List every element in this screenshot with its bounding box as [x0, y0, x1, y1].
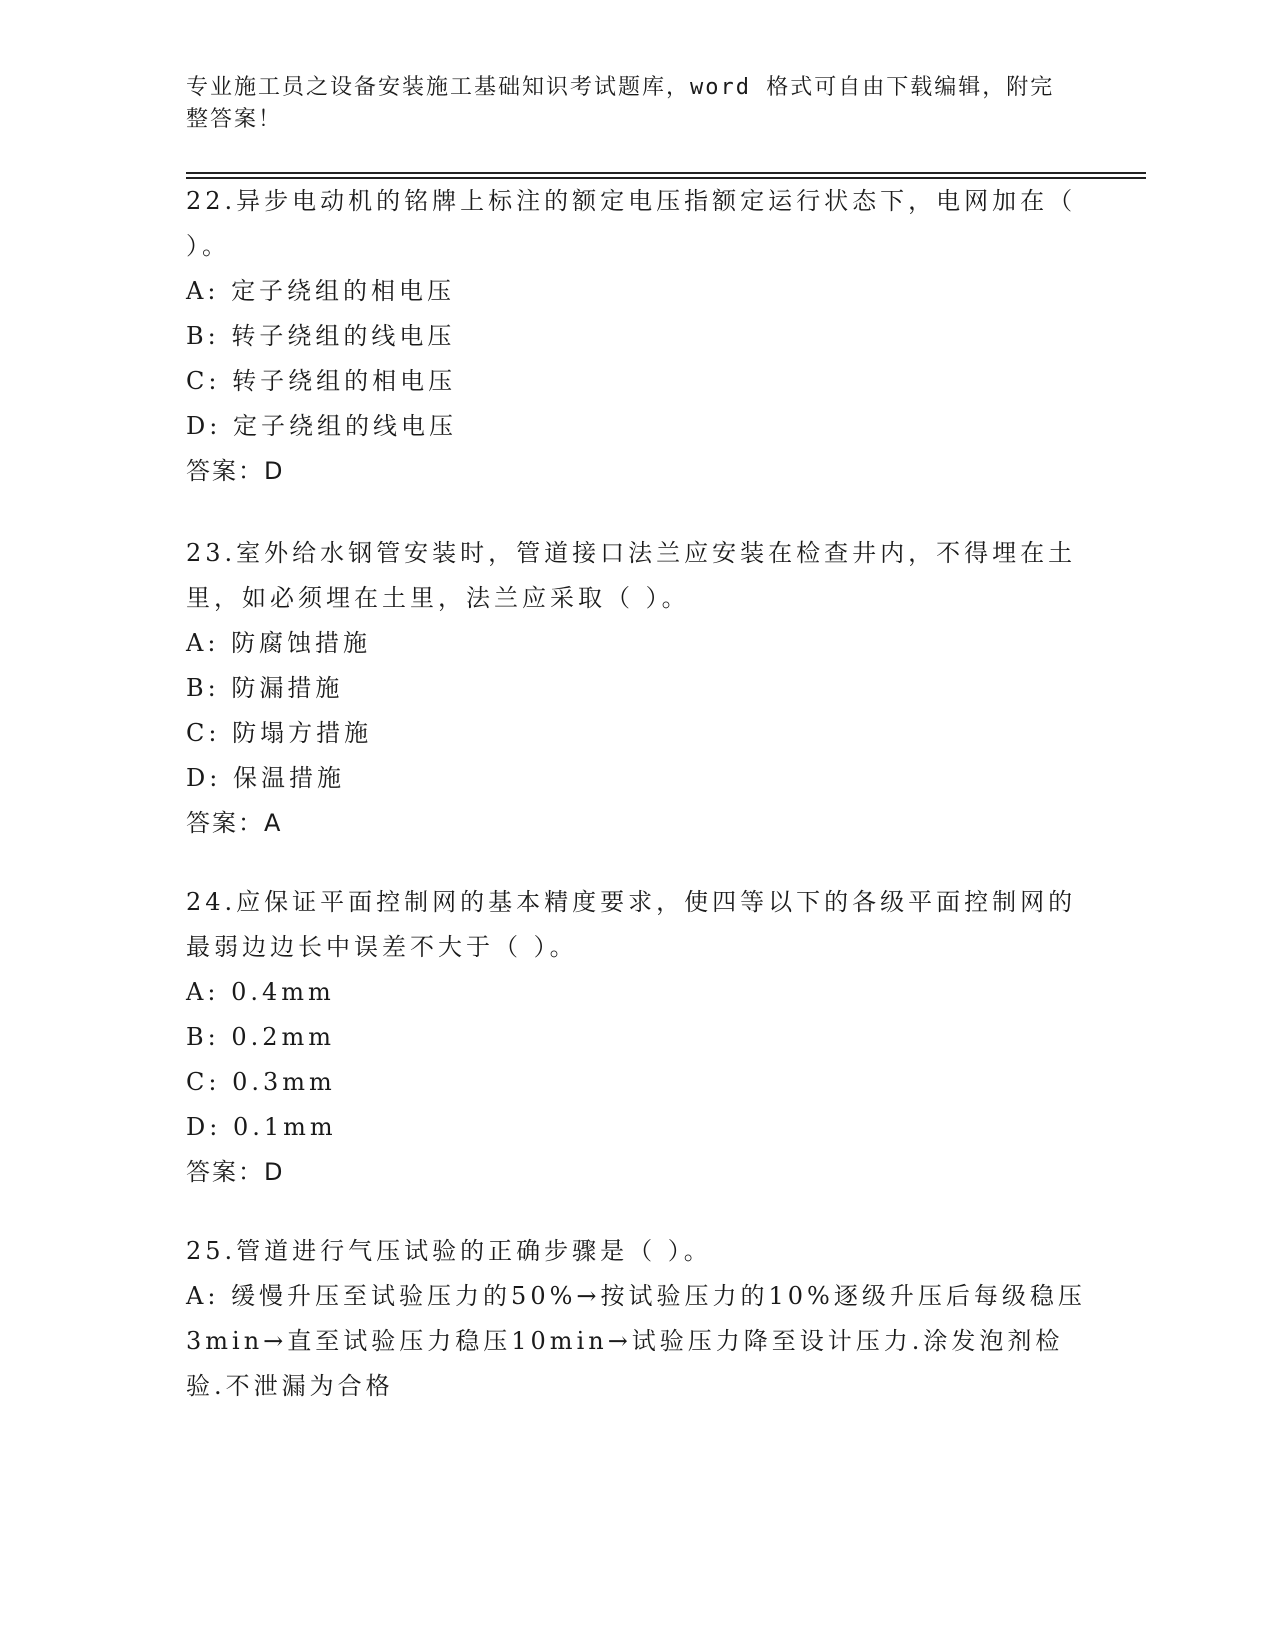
- option-b: B: 转子绕组的线电压: [186, 322, 456, 350]
- option-d: D: 定子绕组的线电压: [186, 412, 457, 440]
- option-a: A: 缓慢升压至试验压力的50%→按试验压力的10%逐级升压后每级稳压3min→直至试验压力稳压10min→试验压力降至设计压力.涂发泡剂检验.不泄漏为合格: [186, 1282, 1086, 1400]
- answer-line: 答案：A: [186, 809, 283, 837]
- option-a: A: 0.4mm: [186, 978, 335, 1006]
- question-24: [186, 880, 1086, 1195]
- option-a: A: 定子绕组的相电压: [186, 277, 456, 305]
- question-22: [186, 179, 1086, 494]
- question-stem: 25.管道进行气压试验的正确步骤是（ ）。: [186, 1237, 712, 1265]
- answer-line: 答案：D: [186, 1158, 285, 1186]
- option-b: B: 0.2mm: [186, 1023, 336, 1051]
- option-c: C: 0.3mm: [186, 1068, 336, 1096]
- question-25: [186, 1229, 1086, 1409]
- question-stem: 24.应保证平面控制网的基本精度要求，使四等以下的各级平面控制网的最弱边边长中误差不大于（ ）。: [186, 888, 1077, 961]
- answer-line: 答案：D: [186, 457, 285, 485]
- document-header: 专业施工员之设备安装施工基础知识考试题库，word 格式可自由下载编辑，附完整答案！: [186, 75, 1055, 132]
- question-23: [186, 531, 1086, 846]
- option-d: D: 保温措施: [186, 764, 345, 792]
- option-a: A: 防腐蚀措施: [186, 629, 372, 657]
- question-stem: 23.室外给水钢管安装时，管道接口法兰应安装在检查井内，不得埋在土里，如必须埋在土里，法兰应采取（ ）。: [186, 539, 1077, 612]
- question-stem: 22.异步电动机的铭牌上标注的额定电压指额定运行状态下，电网加在（ ）。: [186, 187, 1077, 260]
- option-c: C: 防塌方措施: [186, 719, 373, 747]
- option-c: C: 转子绕组的相电压: [186, 367, 457, 395]
- option-b: B: 防漏措施: [186, 674, 344, 702]
- option-d: D: 0.1mm: [186, 1113, 337, 1141]
- header-divider-top: [186, 172, 1146, 174]
